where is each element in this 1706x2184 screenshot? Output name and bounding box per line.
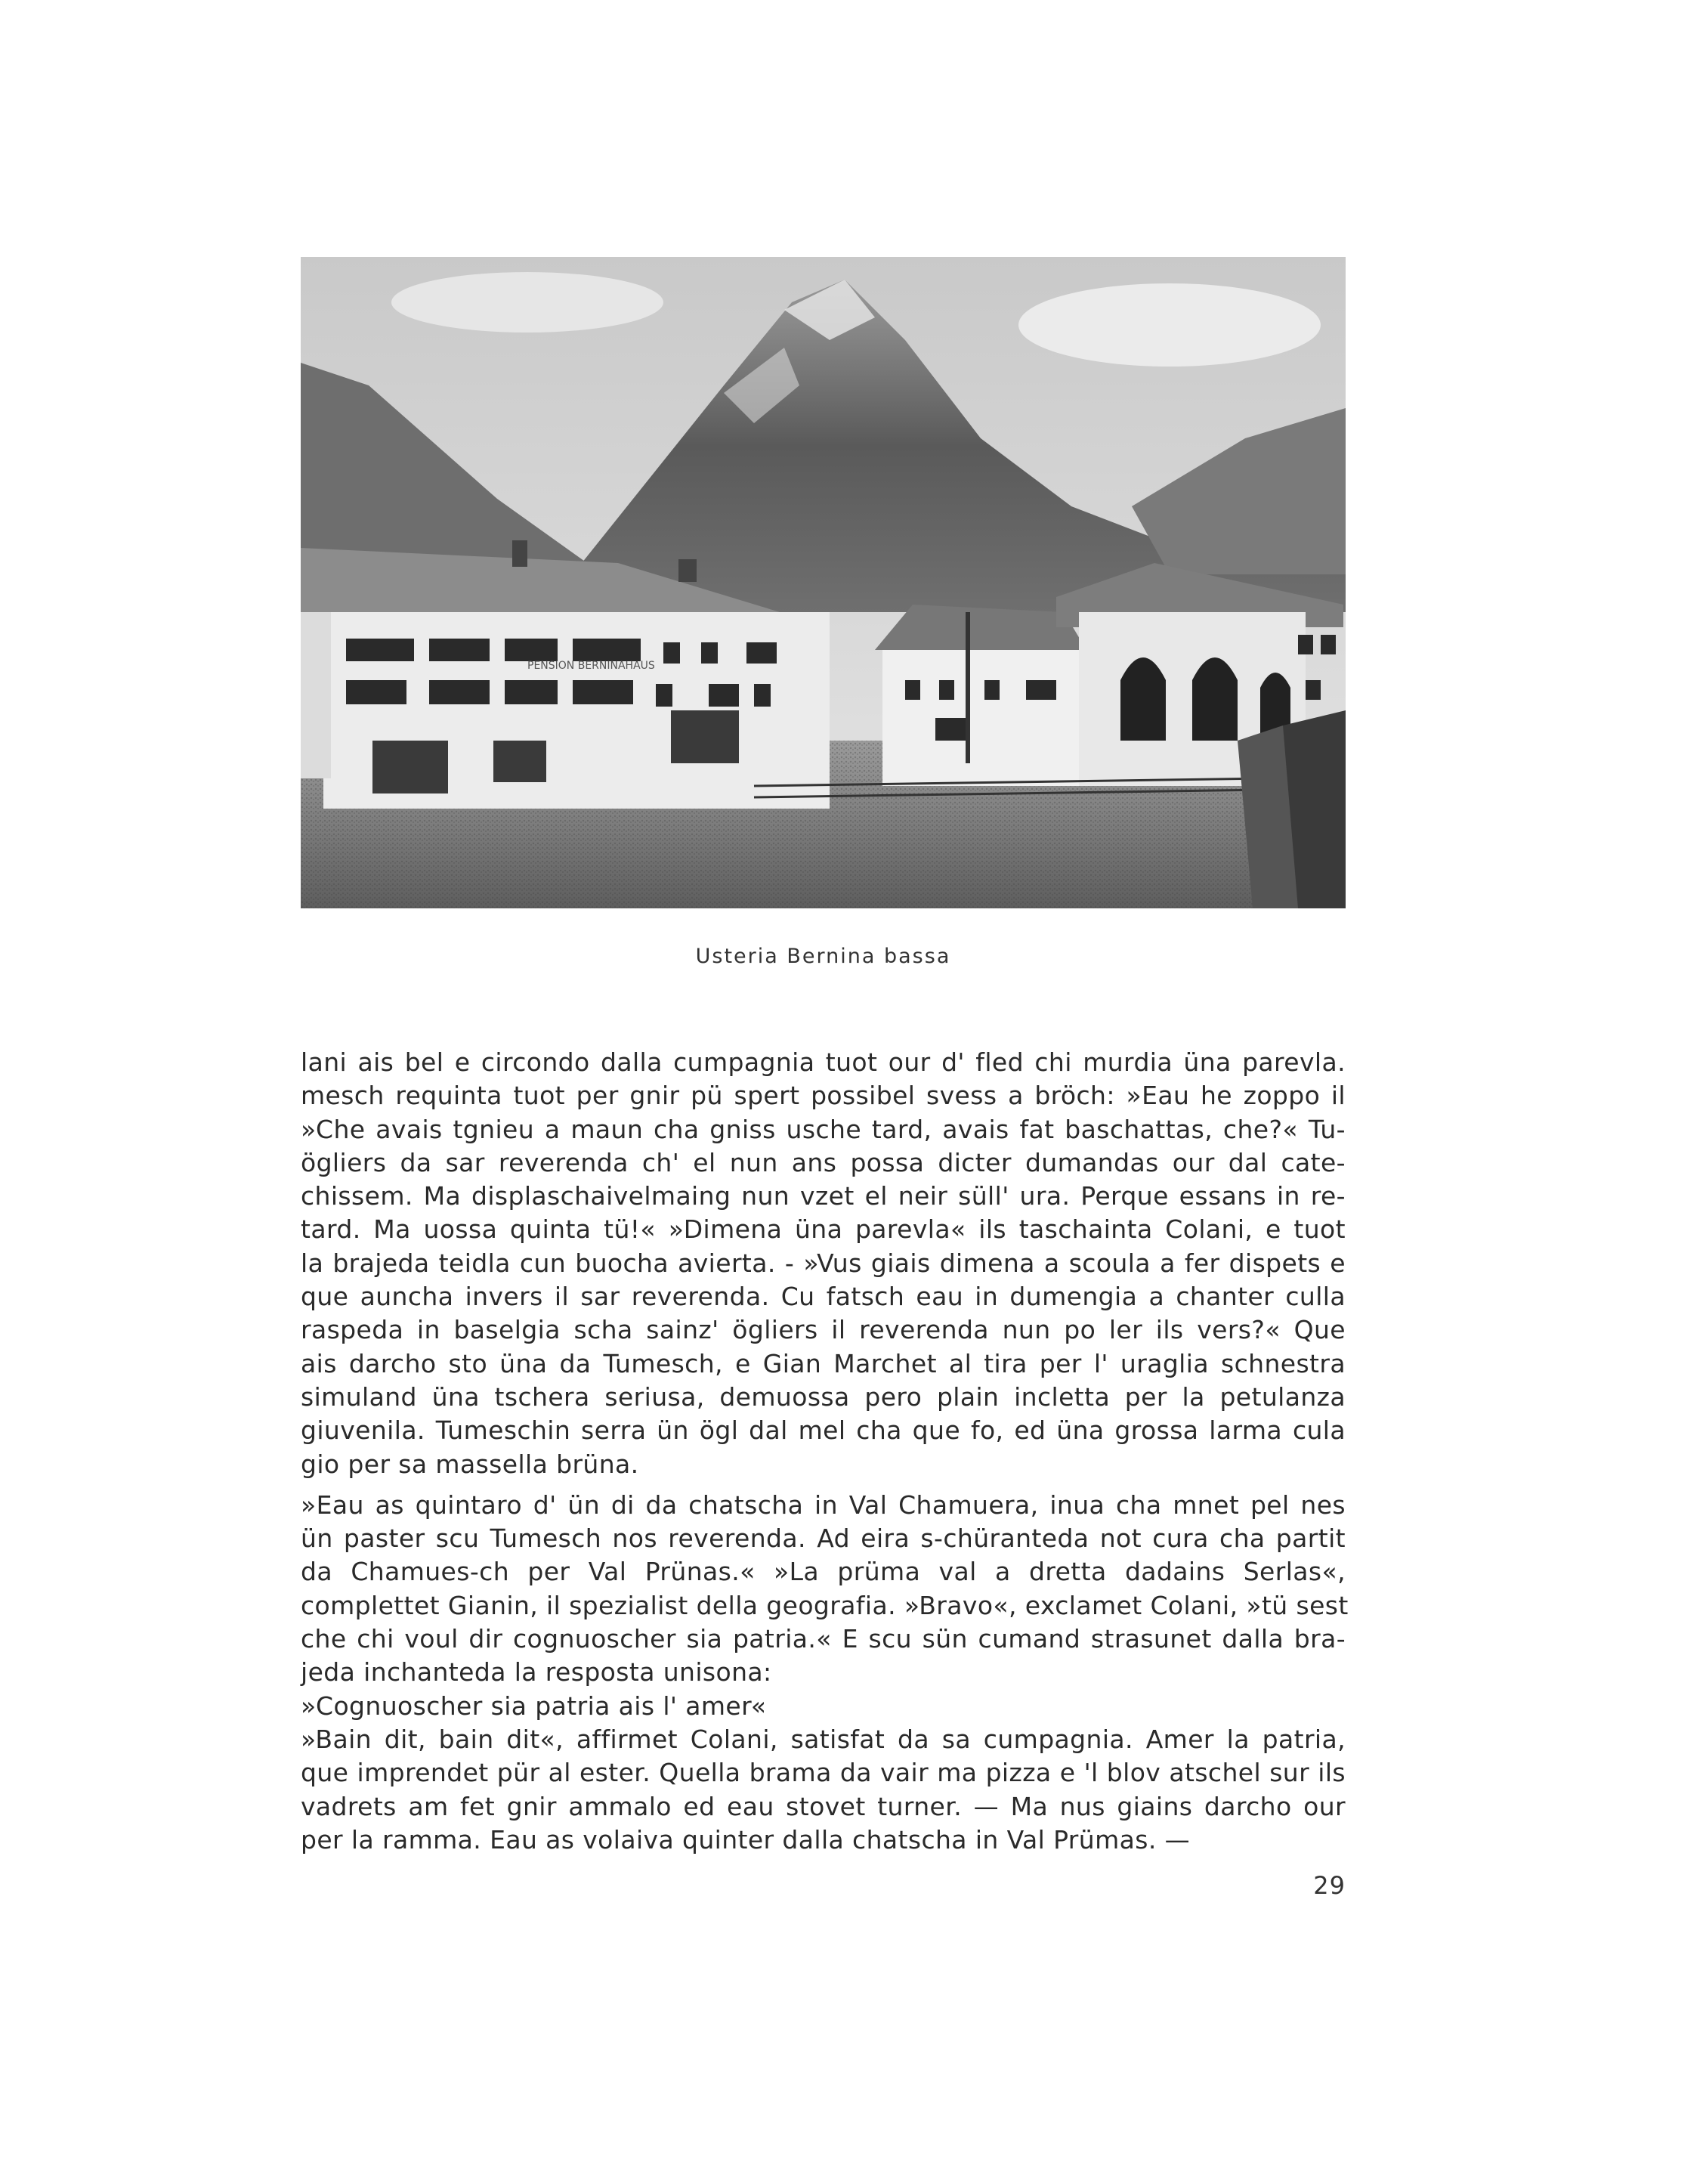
- page-number: 29: [1313, 1871, 1346, 1900]
- paragraph-2: [301, 1489, 1349, 1857]
- text-line: ais darcho sto üna da Tumesch, e Gian Marchet al tira per l' uraglia schnestra: [301, 1348, 1346, 1378]
- text-line: giuvenila. Tumeschin serra ün ögl dal mel cha que fo, ed üna grossa larma cula: [301, 1415, 1346, 1446]
- figure-photo: [301, 257, 1346, 908]
- text-line: ün paster scu Tumesch nos reverenda. Ad eira s-chüranteda not cura cha partit: [301, 1524, 1346, 1554]
- text-line: que imprendet pür al ester. Quella brama da vair ma pizza e 'l blov atschel sur ils: [301, 1758, 1346, 1788]
- text-line: chissem. Ma displaschaivelmaing nun vzet el neir süll' ura. Perque essans in re-: [301, 1181, 1346, 1211]
- paragraph-1: [301, 1046, 1346, 1481]
- body-text: [301, 1046, 1349, 1857]
- text-line: vadrets am fet gnir ammalo ed eau stovet turner. — Ma nus giains darcho our: [301, 1791, 1346, 1821]
- text-line: jeda inchanteda la resposta unisona:: [301, 1657, 772, 1687]
- mountain-photo-icon: [301, 257, 1346, 908]
- figure-caption: Usteria Bernina bassa: [695, 945, 951, 968]
- text-line: mesch requinta tuot per gnir pü spert possibel svess a bröch: »Eau he zoppo il: [301, 1081, 1346, 1111]
- text-line: gio per sa massella brüna.: [301, 1449, 639, 1479]
- text-line: tard. Ma uossa quinta tü!« »Dimena üna parevla« ils taschainta Colani, e tuot: [301, 1214, 1346, 1245]
- text-line: per la ramma. Eau as volaiva quinter dalla chatscha in Val Prümas. —: [301, 1824, 1191, 1855]
- text-line: »Eau as quintaro d' ün di da chatscha in Val Chamuera, inua cha mnet pel nes: [301, 1490, 1346, 1520]
- text-line: simuland üna tschera seriusa, demuossa pero plain incletta per la petulanza: [301, 1381, 1346, 1412]
- text-line: raspeda in baselgia scha sainz' ögliers il reverenda nun po ler ils vers?« Que: [301, 1315, 1346, 1345]
- text-line: la brajeda teidla cun buocha avierta. - »Vus giais dimena a scoula a fer dispets e: [301, 1248, 1346, 1278]
- text-line: »Che avais tgnieu a maun cha gniss usche tard, avais fat baschattas, che?« Tu-: [301, 1114, 1346, 1144]
- text-line: »Bain dit, bain dit«, affirmet Colani, satisfat da sa cumpagnia. Amer la patria,: [301, 1724, 1346, 1754]
- text-line: ögliers da sar reverenda ch' el nun ans possa dicter dumandas our dal cate-: [301, 1147, 1346, 1177]
- text-line: lani ais bel e circondo dalla cumpagnia tuot our d' fled chi murdia üna parevla.: [301, 1047, 1346, 1077]
- text-line: que auncha invers il sar reverenda. Cu fatsch eau in dumengia a chanter culla: [301, 1282, 1346, 1312]
- text-line: »Cognuoscher sia patria ais l' amer«: [301, 1691, 767, 1721]
- text-line: da Chamues-ch per Val Prünas.« »La prüma val a dretta dadains Serlas«,: [301, 1557, 1346, 1587]
- text-line: che chi voul dir cognuoscher sia patria.« E scu sün cumand strasunet dalla bra-: [301, 1624, 1346, 1654]
- text-line: complettet Gianin, il spezialist della geografia. »Bravo«, exclamet Colani, »tü sest: [301, 1590, 1349, 1620]
- sign-text: PENSION BERNINAHAUS: [527, 660, 655, 672]
